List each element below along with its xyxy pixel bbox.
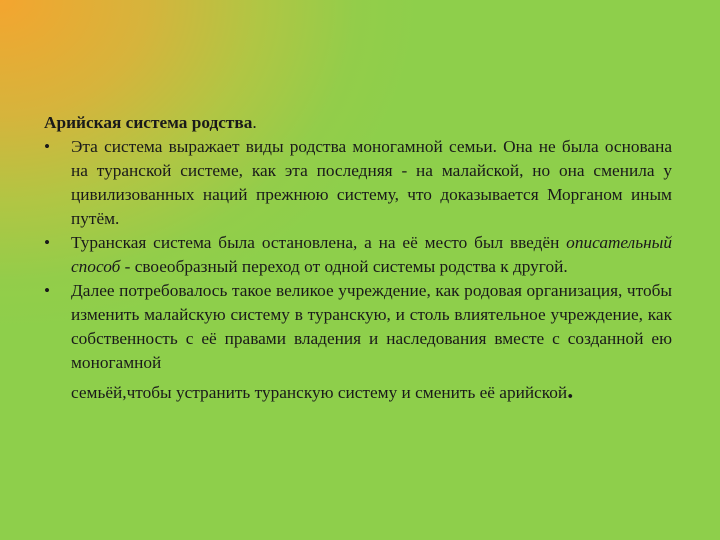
bullet-text: Эта система выражает виды родства моногамной семьи. Она не была основана на туранской системе, как эта последняя - на малайской, но она сменила у цивилизованных наций прежнюю систему, что доказывается Морганом иным путём. (71, 137, 672, 228)
final-period: . (567, 378, 574, 404)
slide-heading (44, 111, 672, 135)
bullet-list (44, 135, 672, 405)
bullet-marker: • (44, 233, 51, 252)
heading-period: . (252, 113, 257, 132)
slide-body (44, 111, 672, 405)
bullet-last-line-text: семьёй,чтобы устранить туранскую систему и сменить её арийской (71, 383, 568, 402)
bullet-item-3 (44, 279, 672, 405)
bullet-item-1 (44, 135, 672, 231)
bullet-text-before: Туранская система была остановлена, а на её место был введён (71, 233, 567, 252)
bullet-last-line (71, 378, 672, 405)
bullet-text: Далее потребовалось такое великое учреждение, как родовая организация, чтобы изменить малайскую систему в туранскую, и столь влиятельное учреждение, как собственность с её правами владения и наследования вместе с созданной ею моногамной (71, 281, 672, 372)
italic-term: описательный способ (71, 233, 672, 276)
bullet-marker: • (44, 281, 51, 300)
heading-title: Арийская система родства (44, 113, 253, 132)
bullet-marker: • (44, 137, 51, 156)
bullet-item-2 (44, 231, 672, 279)
bullet-text-after: - своеобразный переход от одной системы родства к другой. (120, 257, 568, 276)
